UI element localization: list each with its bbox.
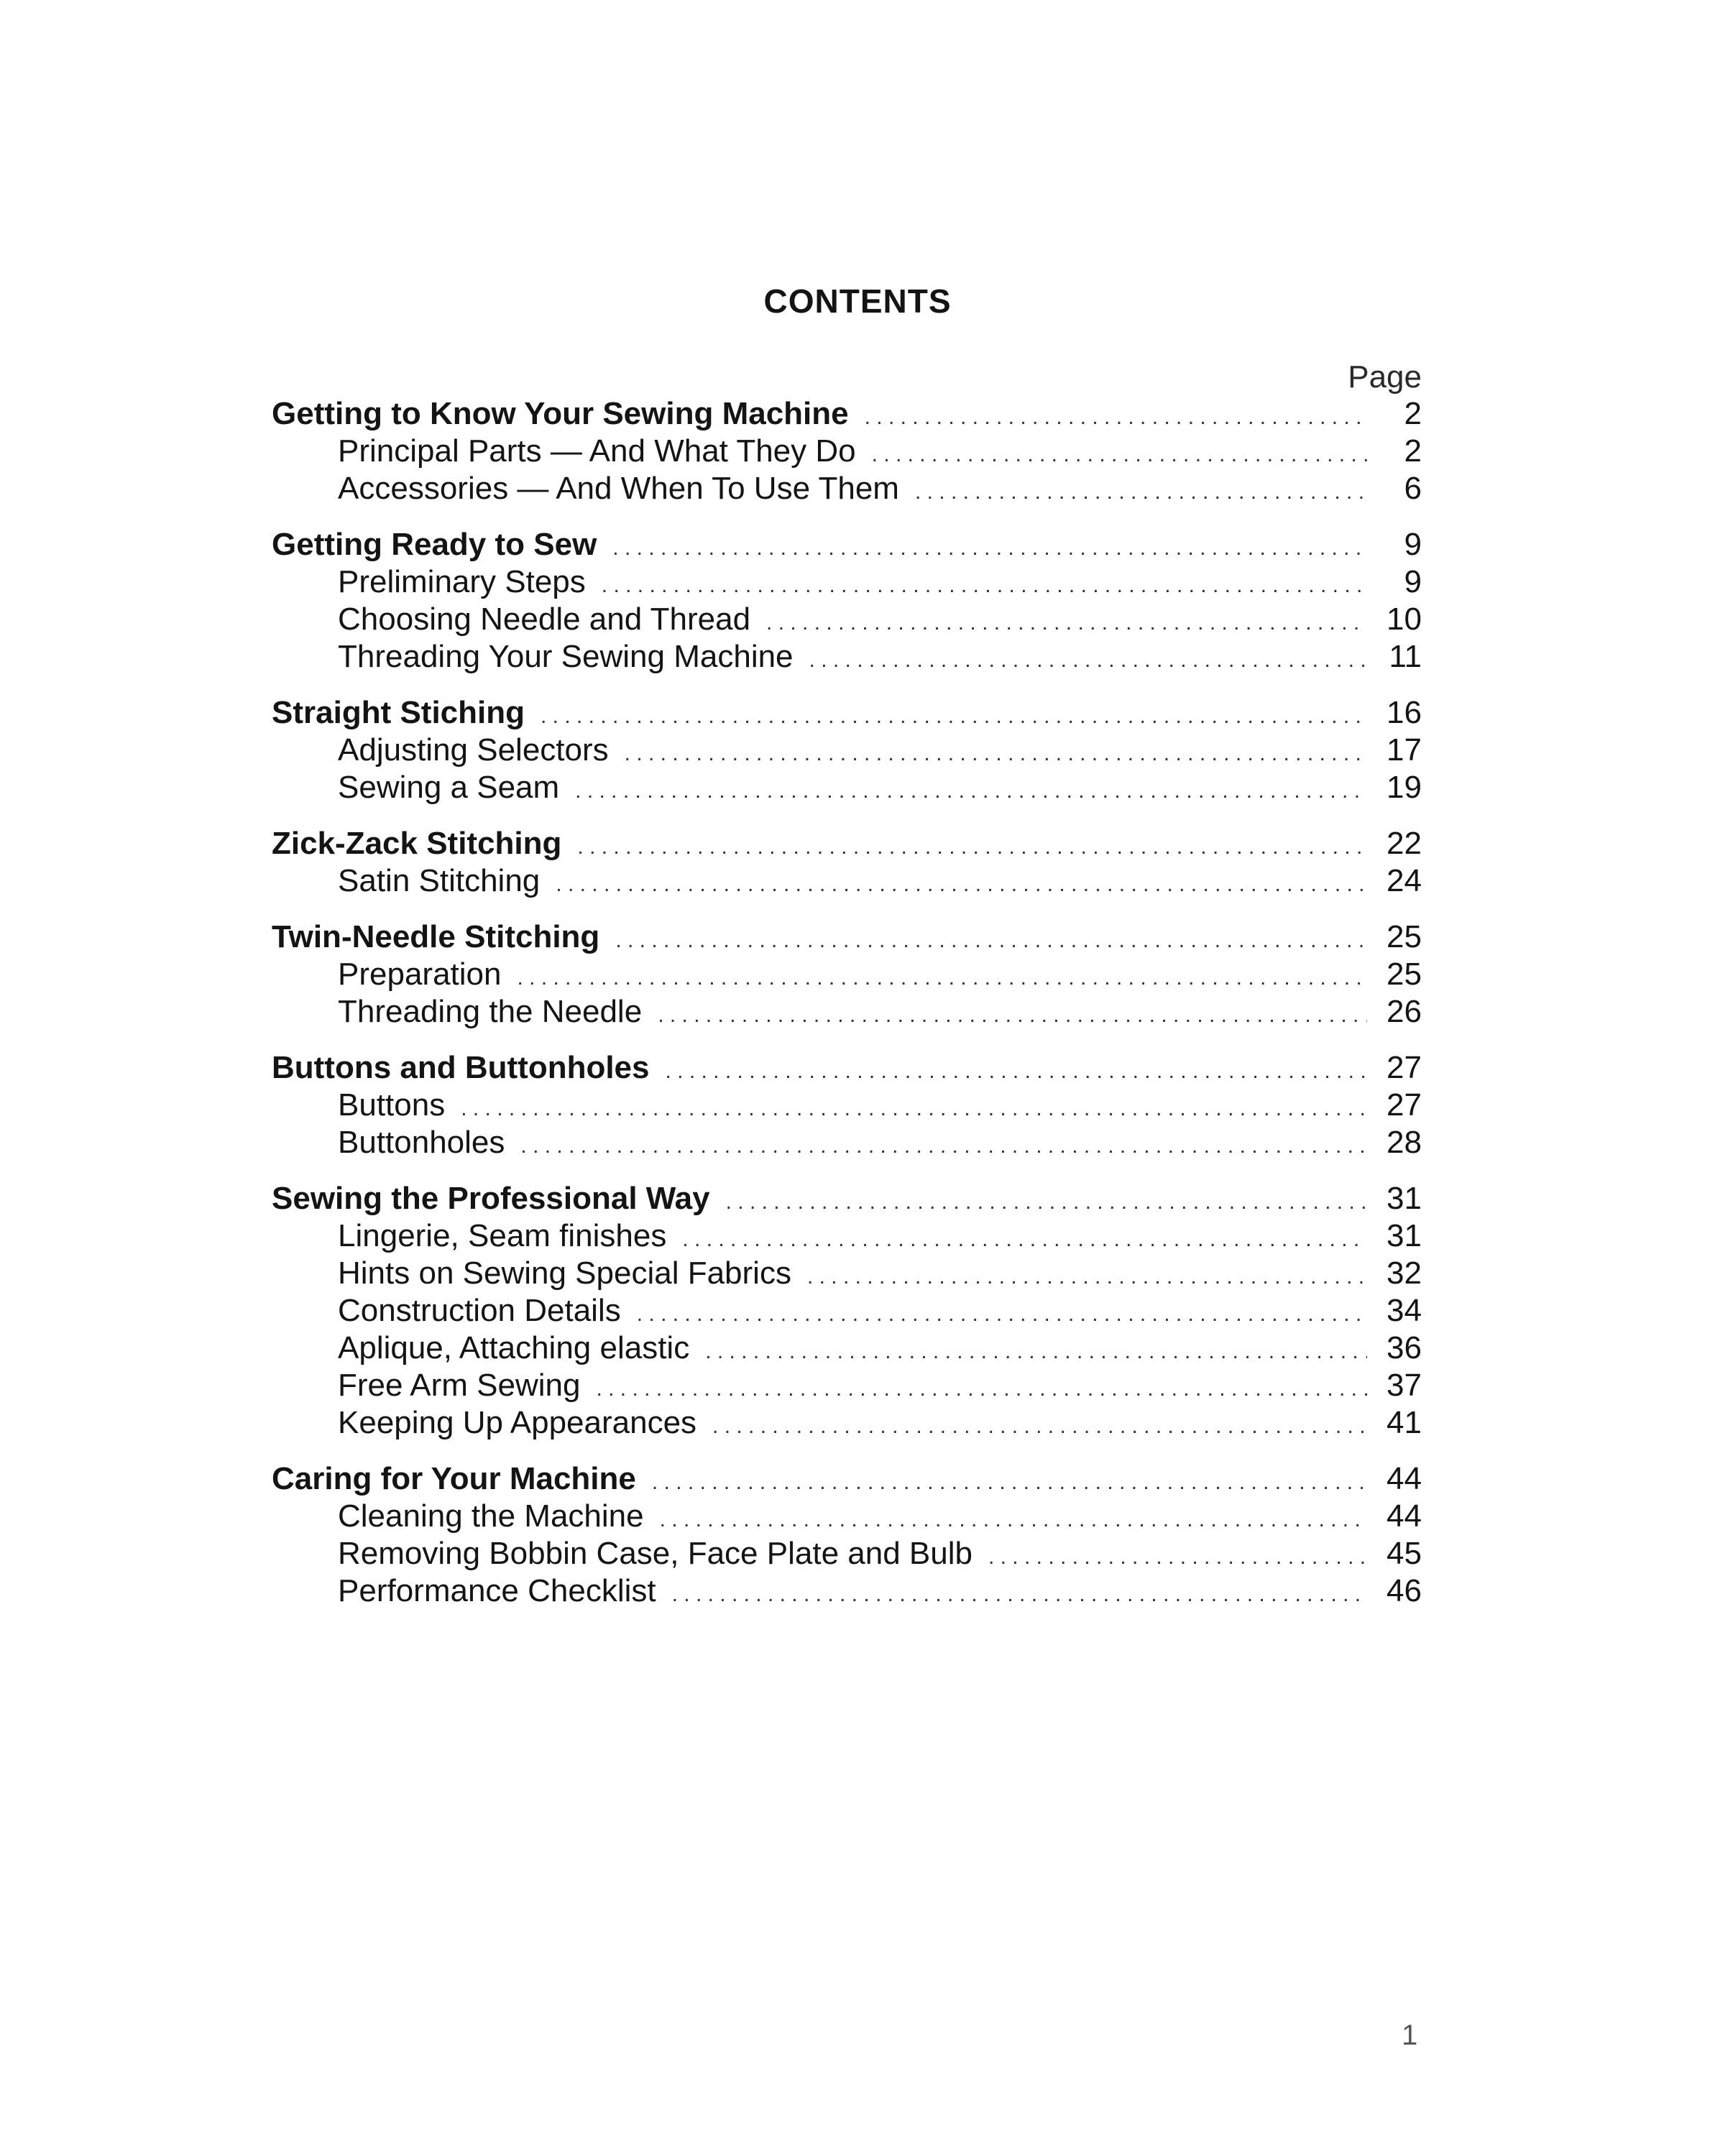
dot-leader [872,436,1367,474]
toc-chapter [272,395,1422,433]
toc-entry [272,1124,1422,1161]
toc-entry-label: Lingerie, Seam finishes [338,1218,667,1253]
toc-entry [272,1404,1422,1442]
toc-entry-page-number: 19 [1387,770,1422,805]
dot-leader [652,1464,1367,1501]
toc-entry-label: Removing Bobbin Case, Face Plate and Bulb [338,1536,973,1571]
toc-entry [272,1217,1422,1255]
dot-leader [461,1090,1367,1128]
toc-entry-page-number: 25 [1387,957,1422,992]
dot-leader [865,399,1367,436]
toc-entry-label: Buttons [338,1087,446,1123]
page-number: 1 [1402,2019,1418,2051]
dot-leader [612,530,1367,567]
toc-entry [272,563,1422,601]
toc-entry-label: Threading Your Sewing Machine [338,639,794,674]
dot-leader [672,1576,1367,1613]
toc-entry-label: Principal Parts — And What They Do [338,433,856,469]
toc-entry [272,862,1422,900]
toc-entry-page-number: 31 [1387,1218,1422,1253]
toc-chapter-label: Zick-Zack Stitching [272,826,562,861]
toc-chapter-label: Sewing the Professional Way [272,1181,710,1216]
dot-leader [807,1258,1367,1296]
toc-entry-label: Keeping Up Appearances [338,1405,697,1440]
toc-entry-page-number: 45 [1387,1536,1422,1571]
toc-entry-page-number: 17 [1387,732,1422,768]
toc-entry [272,956,1422,993]
toc-chapter-label: Getting to Know Your Sewing Machine [272,396,849,431]
toc-chapter-page-number: 27 [1387,1050,1422,1085]
toc-entry-label: Performance Checklist [338,1573,656,1608]
toc-chapter-label: Caring for Your Machine [272,1461,636,1496]
page-column-header: Page [1348,359,1422,395]
dot-leader [915,474,1367,511]
toc-chapter [272,825,1422,862]
toc-entry-page-number: 24 [1387,863,1422,898]
toc-chapter-page-number: 31 [1387,1181,1422,1216]
dot-leader [637,1296,1367,1333]
dot-leader [596,1370,1367,1408]
dot-leader [541,698,1367,735]
toc-entry [272,1330,1422,1367]
toc-section [272,694,1422,806]
toc-entry-label: Adjusting Selectors [338,732,609,768]
toc-chapter-label: Buttons and Buttonholes [272,1050,650,1085]
toc-entry-page-number: 9 [1404,564,1422,599]
toc-chapter [272,918,1422,956]
toc-chapter [272,526,1422,563]
toc-section [272,395,1422,507]
toc-entry-label: Choosing Needle and Thread [338,602,751,637]
toc-entry-label: Sewing a Seam [338,770,560,805]
toc-section [272,526,1422,676]
toc-chapter [272,1180,1422,1217]
toc-entry-label: Preliminary Steps [338,564,586,599]
dot-leader [666,1053,1368,1090]
toc-chapter-page-number: 44 [1387,1461,1422,1496]
dot-leader [625,735,1367,773]
toc-entry-page-number: 41 [1387,1405,1422,1440]
toc-chapter [272,1049,1422,1087]
toc-entry-label: Free Arm Sewing [338,1368,581,1403]
toc-entry [272,601,1422,638]
toc-entry-page-number: 37 [1387,1368,1422,1403]
toc-entry-page-number: 27 [1387,1087,1422,1123]
toc-chapter-page-number: 2 [1404,396,1422,431]
toc-entry-label: Preparation [338,957,502,992]
dot-leader [658,997,1367,1034]
toc-entry-label: Accessories — And When To Use Them [338,471,899,506]
toc-entry [272,732,1422,769]
toc-section [272,918,1422,1031]
toc-entry [272,433,1422,470]
toc-entry-page-number: 28 [1387,1125,1422,1160]
dot-leader [575,773,1367,810]
toc-entry-label: Satin Stitching [338,863,541,898]
toc-entry-label: Aplique, Attaching elastic [338,1330,690,1365]
toc-entry-label: Hints on Sewing Special Fabrics [338,1256,791,1291]
toc-entry-label: Cleaning the Machine [338,1498,644,1534]
toc-sections [272,395,1422,1610]
toc-entry-label: Construction Details [338,1293,621,1328]
toc-chapter-page-number: 25 [1387,919,1422,954]
toc-entry [272,1498,1422,1535]
toc-entry [272,470,1422,507]
dot-leader [577,829,1367,866]
toc-entry [272,1087,1422,1124]
toc-entry-page-number: 26 [1387,994,1422,1029]
toc-chapter-label: Getting Ready to Sew [272,527,597,562]
dot-leader [520,1128,1367,1165]
toc-entry-page-number: 44 [1387,1498,1422,1534]
dot-leader [682,1221,1367,1258]
toc-entry [272,769,1422,806]
toc-entry [272,1292,1422,1330]
page-title: CONTENTS [763,282,952,320]
toc-chapter [272,1460,1422,1498]
toc-chapter-label: Straight Stiching [272,695,525,730]
toc-entry [272,1367,1422,1404]
dot-leader [556,866,1367,903]
dot-leader [809,642,1367,679]
toc-entry-page-number: 10 [1387,602,1422,637]
toc-entry-page-number: 11 [1389,639,1422,674]
dot-leader [602,567,1367,604]
dot-leader [766,604,1367,642]
toc-entry [272,993,1422,1031]
toc-entry-label: Buttonholes [338,1125,505,1160]
toc-chapter-page-number: 16 [1387,695,1422,730]
dot-leader [517,959,1367,997]
dot-leader [615,922,1367,959]
dot-leader [705,1333,1367,1370]
toc-section [272,825,1422,900]
toc-entry-label: Threading the Needle [338,994,643,1029]
toc-entry-page-number: 36 [1387,1330,1422,1365]
toc-entry [272,1572,1422,1610]
toc-entry [272,1255,1422,1292]
toc-chapter-label: Twin-Needle Stitching [272,919,600,954]
dot-leader [726,1184,1367,1221]
toc-entry-page-number: 46 [1387,1573,1422,1608]
toc-section [272,1460,1422,1610]
dot-leader [712,1408,1367,1445]
toc-entry-page-number: 32 [1387,1256,1422,1291]
dot-leader [660,1501,1367,1539]
toc-entry-page-number: 34 [1387,1293,1422,1328]
toc-section [272,1049,1422,1161]
table-of-contents [272,359,1422,1628]
toc-entry-page-number: 2 [1404,433,1422,469]
toc-entry [272,1535,1422,1572]
toc-chapter [272,694,1422,732]
toc-chapter-page-number: 9 [1404,527,1422,562]
toc-section [272,1180,1422,1442]
dot-leader [988,1539,1367,1576]
toc-chapter-page-number: 22 [1387,826,1422,861]
toc-entry-page-number: 6 [1404,471,1422,506]
toc-entry [272,638,1422,676]
